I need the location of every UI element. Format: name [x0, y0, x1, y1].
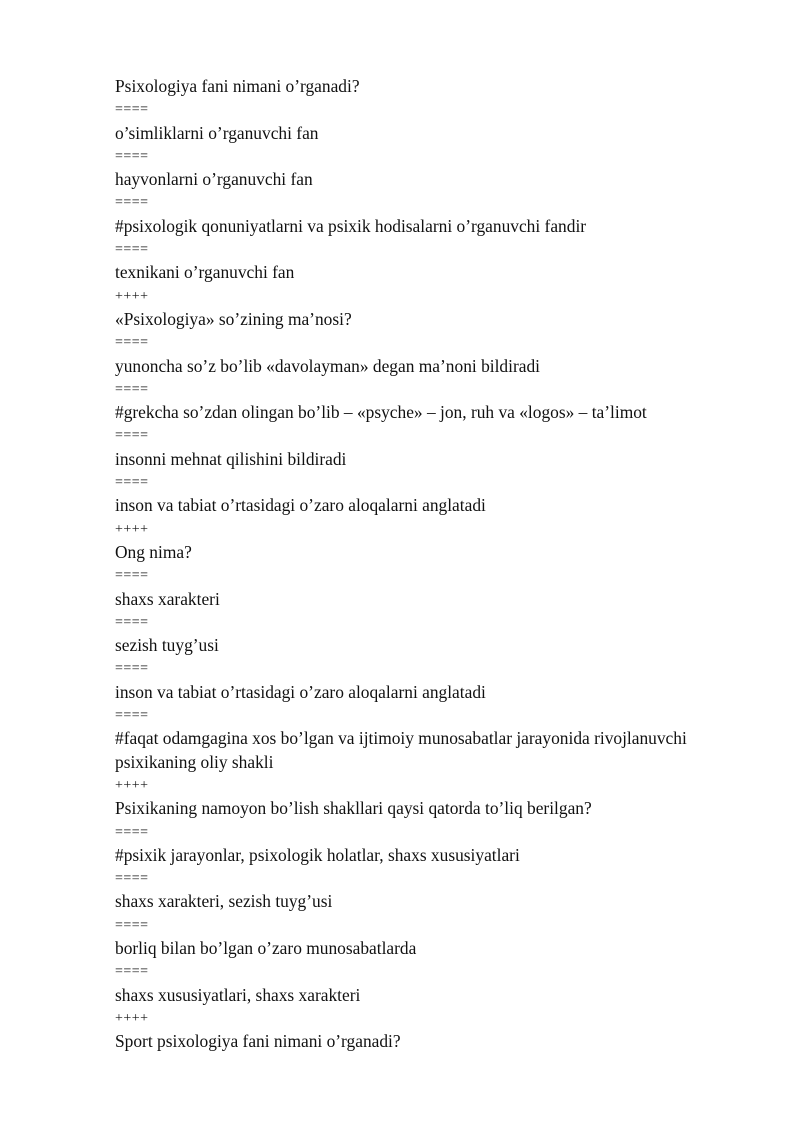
text-line: #psixologik qonuniyatlarni va psixik hodisalarni o’rganuvchi fandir [115, 215, 587, 236]
separator-line: ==== [115, 102, 149, 118]
text-line: Ong nima? [115, 541, 192, 562]
separator-line: ++++ [115, 521, 149, 537]
separator-line: ==== [115, 964, 149, 980]
text-line: Psixologiya fani nimani o’rganadi? [115, 76, 360, 96]
text-line: shaxs xususiyatlari, shaxs xarakteri [115, 984, 361, 1005]
separator-line: ++++ [115, 288, 149, 304]
text-line: Sport psixologiya fani nimani o’rganadi? [115, 1031, 401, 1052]
separator-line: ==== [115, 242, 149, 258]
separator-line: ==== [115, 917, 149, 933]
text-line: #grekcha so’zdan olingan bo’lib – «psyche» – jon, ruh va «logos» – ta’limot [115, 402, 647, 423]
text-line: yunoncha so’z bo’lib «davolayman» degan ma’noni bildiradi [115, 355, 540, 376]
text-line: inson va tabiat o’rtasidagi o’zaro aloqalarni anglatadi [115, 495, 486, 516]
separator-line: ==== [115, 568, 149, 584]
separator-line: ==== [115, 708, 149, 724]
separator-line: ==== [115, 428, 149, 444]
separator-line: ==== [115, 195, 149, 211]
separator-line: ==== [115, 824, 149, 840]
text-line: hayvonlarni o’rganuvchi fan [115, 169, 313, 190]
separator-line: ==== [115, 335, 149, 351]
text-line: #psixik jarayonlar, psixologik holatlar, shaxs xususiyatlari [115, 844, 520, 865]
text-line: sezish tuyg’usi [115, 635, 219, 656]
separator-line: ==== [115, 661, 149, 677]
separator-line: ++++ [115, 777, 149, 793]
text-line: shaxs xarakteri, sezish tuyg’usi [115, 891, 333, 912]
separator-line: ==== [115, 614, 149, 630]
text-line: texnikani o’rganuvchi fan [115, 262, 295, 283]
separator-line: ==== [115, 475, 149, 491]
text-line: #faqat odamgagina xos bo’lgan va ijtimoiy munosabatlar jarayonida rivojlanuvchi psixikaning oliy shakli [115, 728, 687, 772]
separator-line: ==== [115, 871, 149, 887]
text-line: o’simliklarni o’rganuvchi fan [115, 122, 319, 143]
text-line: shaxs xarakteri [115, 588, 220, 609]
text-line: borliq bilan bo’lgan o’zaro munosabatlarda [115, 937, 417, 958]
text-line: Psixikaning namoyon bo’lish shakllari qaysi qatorda to’liq berilgan? [115, 798, 592, 819]
text-line: inson va tabiat o’rtasidagi o’zaro aloqalarni anglatadi [115, 681, 486, 702]
document-body [115, 75, 744, 1053]
separator-line: ==== [115, 148, 149, 164]
separator-line: ++++ [115, 1010, 149, 1026]
text-line: «Psixologiya» so’zining ma’nosi? [115, 308, 352, 329]
text-line: insonni mehnat qilishini bildiradi [115, 448, 347, 469]
separator-line: ==== [115, 381, 149, 397]
